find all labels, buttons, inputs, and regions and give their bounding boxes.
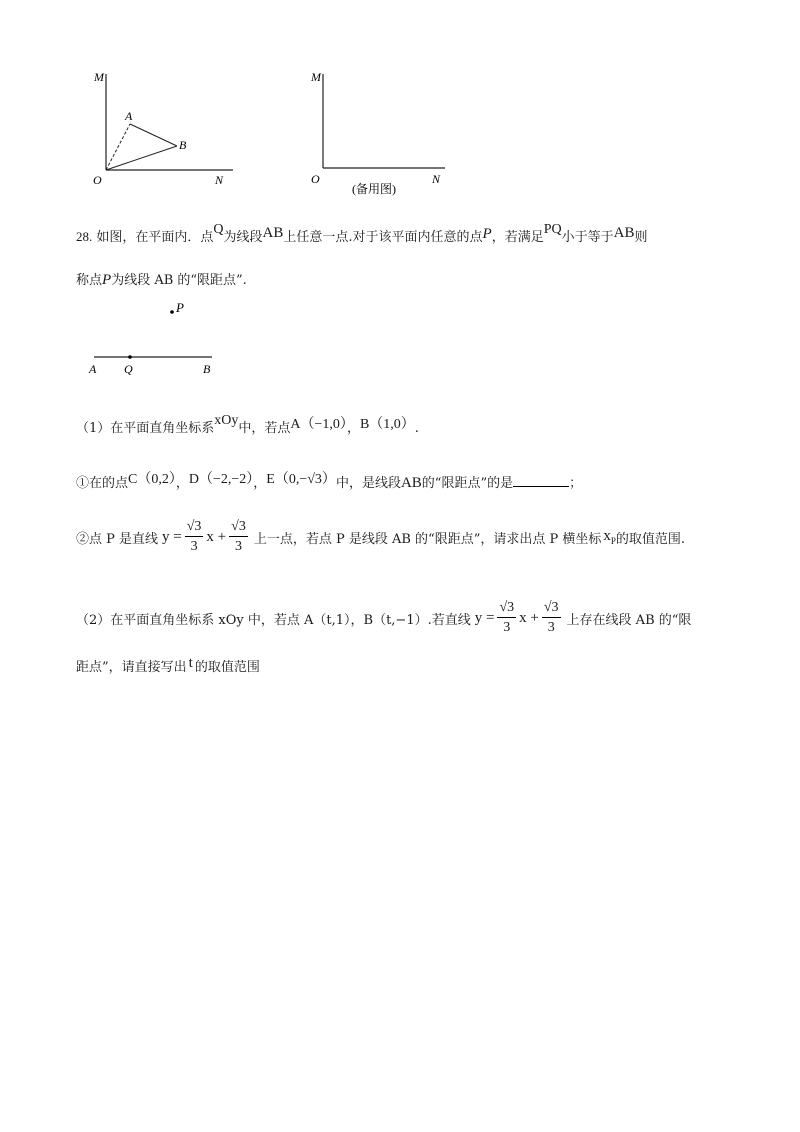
- text: （1）在平面直角坐标系: [76, 421, 215, 436]
- denominator: 3: [190, 539, 198, 554]
- text: 中，若点: [238, 421, 291, 436]
- var-ab: AB: [400, 475, 422, 491]
- point-b: B（1,0）: [359, 417, 415, 432]
- text: 为线段 AB 的“限距点”.: [111, 273, 247, 288]
- var-p: P: [482, 226, 492, 242]
- label-b: B: [179, 138, 187, 152]
- fraction-intercept: [229, 520, 248, 554]
- label-a: A: [125, 109, 133, 123]
- text: 如图，在平面内．点: [96, 230, 214, 245]
- text: 的“限距点”的是: [421, 476, 514, 491]
- figure-caption: (备用图): [352, 182, 396, 196]
- fraction-slope: [185, 520, 204, 554]
- label-q: Q: [124, 362, 133, 376]
- text: .: [414, 421, 419, 436]
- segment-ob: [106, 146, 177, 170]
- fraction-intercept: [542, 601, 561, 635]
- figure-2: [305, 66, 455, 202]
- denominator: 3: [547, 620, 555, 635]
- text: 为线段: [223, 230, 263, 245]
- text: ，: [253, 476, 267, 491]
- text: 上任意一点.对于该平面内任意的点: [283, 230, 483, 245]
- point-d: D（−2,−2）: [188, 472, 254, 487]
- eq-x: x +: [519, 609, 539, 626]
- text: 的取值范围: [194, 660, 260, 675]
- point-e: E（0,−√3）: [266, 472, 336, 487]
- label-o: O: [93, 173, 102, 187]
- label-m: M: [94, 70, 104, 84]
- text: ①在的点: [76, 476, 129, 491]
- part-2-line-2: [76, 652, 260, 683]
- problem-number: 28.: [76, 229, 93, 244]
- text: ②点 P 是直线: [76, 531, 159, 547]
- var-pq: PQ: [543, 222, 562, 237]
- var-ab: AB: [262, 225, 284, 241]
- eq-x: x +: [206, 528, 227, 545]
- var-xoy: xOy: [214, 413, 239, 428]
- text: 则: [634, 230, 648, 245]
- text: 称点: [76, 273, 103, 288]
- text: 小于等于: [561, 230, 614, 245]
- label-b: B: [203, 362, 211, 376]
- denominator: 3: [503, 620, 511, 635]
- denominator: 3: [234, 539, 242, 554]
- sub-question-2: [76, 514, 685, 560]
- var-xp: [603, 528, 616, 546]
- var-t: t: [188, 655, 193, 671]
- eq-y: y =: [162, 528, 182, 545]
- var-p: P: [102, 272, 112, 288]
- text: ；: [569, 476, 583, 491]
- text: 上一点，若点 P 是线段 AB 的“限距点”，请求出点 P 横坐标: [253, 531, 602, 547]
- subscript-p: P: [610, 536, 616, 546]
- part-2-line-1: [76, 593, 691, 643]
- eq-y: y =: [474, 609, 495, 626]
- text: 中，是线段: [335, 476, 401, 491]
- part-1: [76, 414, 419, 444]
- text: 距点”，请直接写出: [76, 660, 187, 675]
- text: ，: [175, 476, 189, 491]
- figure-1: [85, 66, 245, 194]
- sub-question-1: [76, 468, 582, 499]
- label-n: N: [432, 172, 441, 186]
- label-m: M: [311, 70, 321, 84]
- text: 上存在线段 AB 的“限: [566, 612, 692, 628]
- point-a: A（−1,0）: [290, 417, 347, 432]
- point-c: C（0,2）: [128, 472, 176, 487]
- label-p: P: [176, 300, 184, 315]
- text: ，: [346, 421, 360, 436]
- fraction-slope: [497, 601, 516, 635]
- numerator: √3: [185, 520, 204, 537]
- label-a: A: [89, 362, 97, 376]
- figure-3: [82, 296, 222, 378]
- numerator: √3: [497, 601, 516, 618]
- text: 的取值范围.: [615, 531, 686, 547]
- point-p: [170, 310, 174, 314]
- numerator: √3: [542, 601, 561, 618]
- point-q: [128, 355, 132, 359]
- var-q: Q: [213, 222, 224, 237]
- problem-line-1: [76, 222, 648, 253]
- var-ab: AB: [613, 225, 635, 241]
- text: （2）在平面直角坐标系 xOy 中，若点 A（t,1），B（t,−1）.若直线: [76, 612, 471, 628]
- segment-ab: [130, 124, 177, 146]
- numerator: √3: [229, 520, 248, 537]
- answer-blank[interactable]: [513, 474, 569, 487]
- var-x: x: [603, 528, 611, 544]
- label-n: N: [215, 173, 224, 187]
- problem-line-2: [76, 268, 247, 293]
- text: ，若满足: [491, 230, 544, 245]
- label-o: O: [311, 172, 320, 186]
